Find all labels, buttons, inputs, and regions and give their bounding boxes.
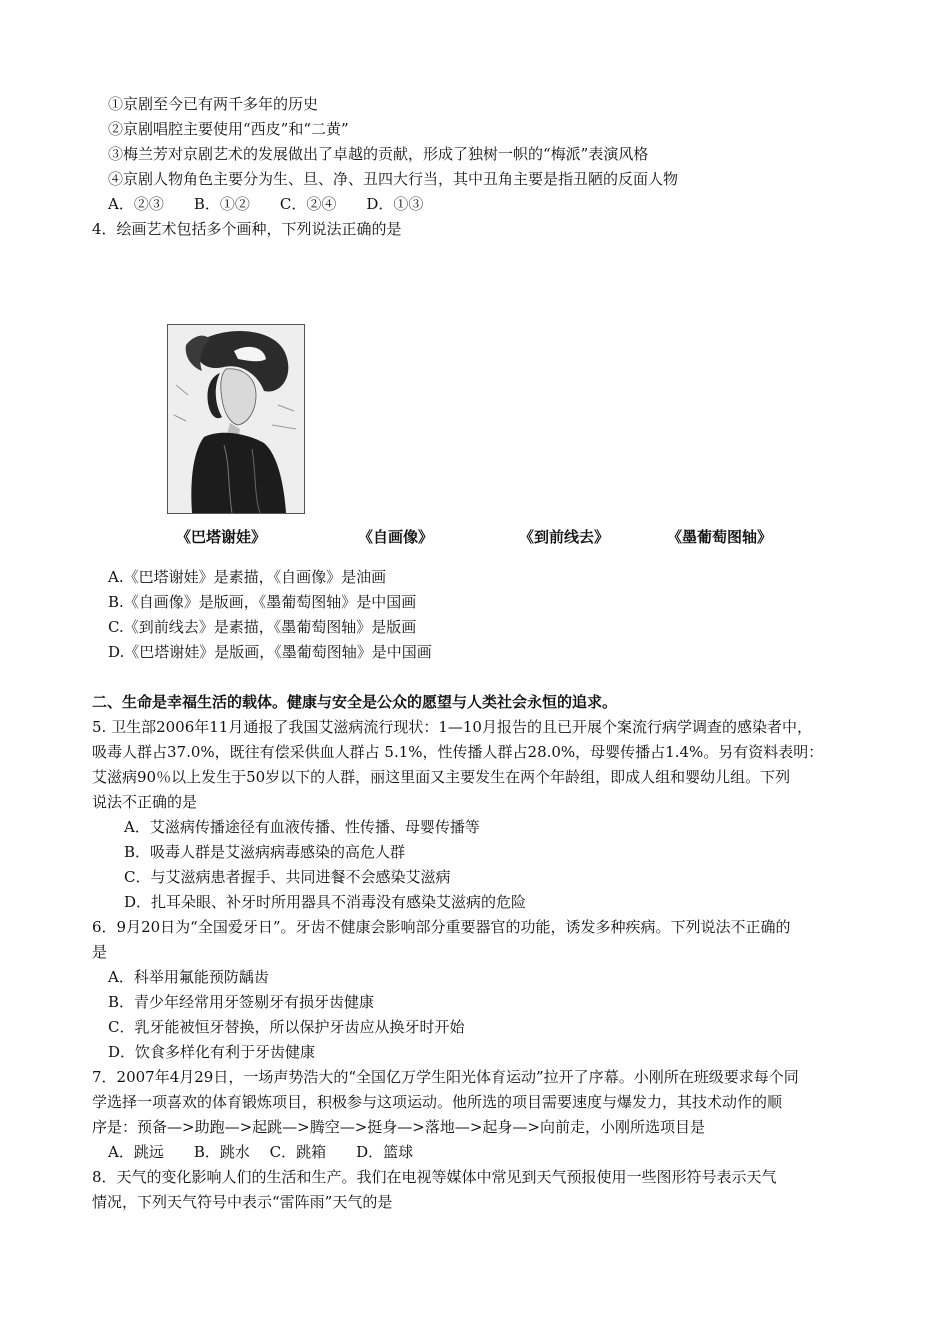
q6-line-2: 是 bbox=[92, 943, 108, 961]
q3-statement-4: ④京剧人物角色主要分为生、旦、净、丑四大行当，其中丑角主要是指丑陋的反面人物 bbox=[108, 170, 679, 188]
painting-batasheva-image bbox=[167, 324, 305, 514]
q6-option-d: D．饮食多样化有利于牙齿健康 bbox=[108, 1043, 316, 1061]
q5-line-3: 艾滋病90％以上发生于50岁以下的人群，丽这里面又主要发生在两个年龄组，即成人组和婴幼儿组。下列 bbox=[92, 768, 791, 786]
caption-ink-grapes: 《墨葡萄图轴》 bbox=[667, 528, 773, 546]
portrait-sketch-icon bbox=[168, 325, 304, 513]
q5-option-c: C．与艾滋病患者握手、共同进餐不会感染艾滋病 bbox=[124, 868, 451, 886]
q3-statement-1: ①京剧至今已有两千多年的历史 bbox=[108, 95, 319, 113]
q5-option-d: D．扎耳朵眼、补牙时所用器具不消毒没有感染艾滋病的危险 bbox=[124, 893, 527, 911]
q5-line-2: 吸毒人群占37.0%，既往有偿采供血人群占 5.1%，性传播人群占28.0%，母婴传播占1.4%。另有资料表明： bbox=[92, 743, 824, 761]
q4-option-c: C.《到前线去》是素描，《墨葡萄图轴》是版画 bbox=[108, 618, 417, 636]
caption-to-the-front: 《到前线去》 bbox=[519, 528, 610, 546]
q3-statement-2: ②京剧唱腔主要使用“西皮”和“二黄” bbox=[108, 120, 349, 138]
q3-statement-3: ③梅兰芳对京剧艺术的发展做出了卓越的贡献，形成了独树一帜的“梅派”表演风格 bbox=[108, 145, 649, 163]
q3-options: A．②③ B．①② C．②④ D．①③ bbox=[108, 195, 424, 213]
caption-self-portrait: 《自画像》 bbox=[358, 528, 434, 546]
q4-option-d: D.《巴塔谢娃》是版画，《墨葡萄图轴》是中国画 bbox=[108, 643, 432, 661]
q4-option-b: B.《自画像》是版画，《墨葡萄图轴》是中国画 bbox=[108, 593, 417, 611]
q6-option-c: C．乳牙能被恒牙替换，所以保护牙齿应从换牙时开始 bbox=[108, 1018, 465, 1036]
q5-line-4: 说法不正确的是 bbox=[92, 793, 198, 811]
q6-line-1: 6．9月20日为“全国爱牙日”。牙齿不健康会影响部分重要器官的功能，诱发多种疾病。下列说法不正确的 bbox=[92, 918, 791, 936]
section-2-heading: 二、生命是幸福生活的载体。健康与安全是公众的愿望与人类社会永恒的追求。 bbox=[92, 693, 618, 711]
q8-line-1: 8．天气的变化影响人们的生活和生产。我们在电视等媒体中常见到天气预报使用一些图形符号表示天气 bbox=[92, 1168, 777, 1186]
q4-stem: 4．绘画艺术包括多个画种，下列说法正确的是 bbox=[92, 220, 402, 238]
q8-line-2: 情况，下列天气符号中表示“雷阵雨”天气的是 bbox=[92, 1193, 393, 1211]
q6-option-a: A．科举用氟能预防龋齿 bbox=[108, 968, 269, 986]
q7-line-2: 学选择一项喜欢的体育锻炼项目，积极参与这项运动。他所选的项目需要速度与爆发力，其技术动作的顺 bbox=[92, 1093, 783, 1111]
q6-option-b: B．青少年经常用牙签剔牙有损牙齿健康 bbox=[108, 993, 375, 1011]
q5-line-1: 5. 卫生部2006年11月通报了我国艾滋病流行现状：1—10月报告的且已开展个案流行病学调查的感染者中， bbox=[92, 718, 812, 736]
q7-line-3: 序是：预备—>助跑—>起跳—>腾空—>挺身—>落地—>起身—>向前走，小刚所选项目是 bbox=[92, 1118, 705, 1136]
q5-option-a: A．艾滋病传播途径有血液传播、性传播、母婴传播等 bbox=[124, 818, 480, 836]
caption-batasheva: 《巴塔谢娃》 bbox=[176, 528, 267, 546]
q7-options: A．跳远 B．跳水 C．跳箱 D．篮球 bbox=[108, 1143, 414, 1161]
q4-option-a: A.《巴塔谢娃》是素描，《自画像》是油画 bbox=[108, 568, 387, 586]
q7-line-1: 7．2007年4月29日，一场声势浩大的“全国亿万学生阳光体育运动”拉开了序幕。小刚所在班级要求每个同 bbox=[92, 1068, 799, 1086]
q5-option-b: B．吸毒人群是艾滋病病毒感染的高危人群 bbox=[124, 843, 406, 861]
